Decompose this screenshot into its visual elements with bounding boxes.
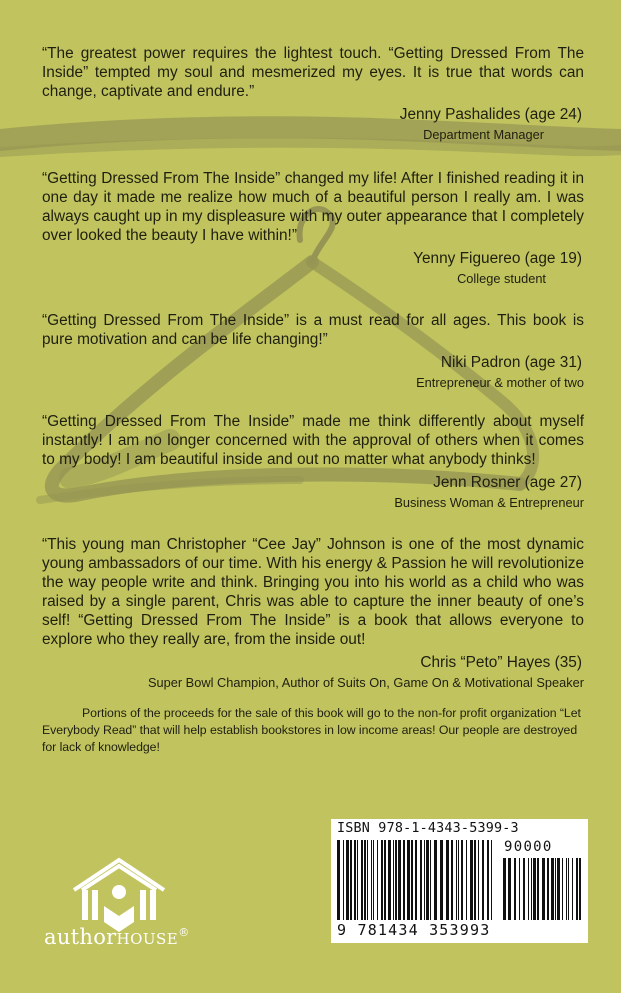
barcode-bar	[572, 858, 573, 920]
isbn-label: ISBN 978-1-4343-5399-3	[337, 821, 519, 836]
barcode-bar	[568, 858, 569, 920]
barcode-bar	[551, 858, 554, 920]
barcode-bar	[466, 840, 467, 920]
testimonial-quote: “Getting Dressed From The Inside” is a must read for all ages. This book is pure motivation and can be life changing!”	[42, 312, 584, 348]
barcode-bar	[426, 840, 429, 920]
barcode-bar	[361, 840, 363, 920]
barcode-bar	[461, 840, 463, 920]
barcode-bar	[430, 840, 431, 920]
barcode-bar	[337, 840, 340, 920]
barcode-bar	[557, 858, 560, 920]
barcode-bar	[487, 840, 489, 920]
barcode-bar	[373, 840, 374, 920]
barcode-bar	[354, 840, 356, 920]
barcode-bar	[350, 840, 352, 920]
barcode-bar	[420, 840, 422, 920]
barcode-bar	[346, 840, 349, 920]
testimonial-author: Niki Padron (age 31)	[440, 354, 582, 371]
barcode-bar	[395, 840, 397, 920]
barcode-bar	[411, 840, 413, 920]
barcode-bar	[474, 840, 476, 920]
barcode-bar	[523, 858, 525, 920]
publisher-name-prefix: author	[44, 925, 117, 949]
barcode-bar	[566, 858, 567, 920]
barcode-bar	[381, 840, 383, 920]
barcode-bar	[470, 840, 473, 920]
barcode-bar	[403, 840, 405, 920]
barcode-bar	[503, 858, 506, 920]
testimonial-author: Yenny Figuereo (age 19)	[413, 250, 582, 267]
barcode-bar	[371, 840, 372, 920]
barcode-bar	[537, 858, 539, 920]
barcode-bar	[542, 858, 545, 920]
barcode-bar	[440, 840, 443, 920]
barcode-bar	[555, 858, 556, 920]
barcode-bar	[547, 858, 549, 920]
barcode-bar	[367, 840, 368, 920]
testimonial-quote: “The greatest power requires the lightest touch. “Getting Dressed From The Inside” tempted my soul and mesmerized my eyes. It is true that words can change, captivate and endure.”	[42, 45, 584, 100]
ean-number: 9 781434 353993	[337, 921, 491, 939]
barcode-bar	[393, 840, 394, 920]
barcode-bar	[528, 858, 529, 920]
barcode-bar	[519, 858, 520, 920]
testimonial-quote: “Getting Dressed From The Inside” made me think differently about myself instantly! I am no longer concerned with the approval of others when it comes to my body! I am beautiful inside and out no matter what anybody thinks!	[42, 413, 584, 468]
testimonial-role: Business Woman & Entrepreneur	[394, 495, 584, 510]
testimonial-quote: “This young man Christopher “Cee Jay” Johnson is one of the most dynamic young ambassadors of our time. With his energy & Passion he will revolutionize the way people write and think. Bringing you into his world as a child who was raised by a single parent, Chris was able to capture the inner beauty of one’s self! “Getting Dressed From The Inside” is a book that allows everyone to explore who they really are, from the inside out!	[42, 536, 584, 648]
barcode-bar	[357, 840, 358, 920]
barcode-bar	[562, 858, 563, 920]
registered-mark: ®	[178, 926, 190, 939]
testimonial-author: Jenny Pashalides (age 24)	[399, 106, 582, 123]
proceeds-note: Portions of the proceeds for the sale of this book will go to the non-for profit organization “Let Everybody Read” that will help establish bookstores in low income areas! Our people are destroyed for lack of knowledge!	[42, 706, 581, 754]
barcode-bar	[579, 858, 581, 920]
barcode-bar	[388, 840, 391, 920]
barcode-bar	[384, 840, 386, 920]
barcode-bar	[446, 840, 449, 920]
barcode-bar	[508, 858, 511, 920]
testimonial-role: Department Manager	[423, 127, 544, 142]
barcode-bar	[478, 840, 479, 920]
barcode-bar	[491, 840, 492, 920]
testimonial-role: Entrepreneur & mother of two	[416, 375, 584, 390]
price-code: 90000	[504, 839, 553, 855]
testimonial-role: College student	[457, 271, 546, 286]
barcode-bar	[415, 840, 417, 920]
barcode-bar	[458, 840, 459, 920]
testimonial-role: Super Bowl Champion, Author of Suits On, Game On & Motivational Speaker	[147, 675, 584, 690]
barcode-bar	[398, 840, 401, 920]
publisher-name-suffix: HOUSE	[116, 930, 179, 948]
testimonial-quote: “Getting Dressed From The Inside” changed my life! After I finished reading it in one day it made me realize how much of a beautiful person I really am. I was always caught up in my displeasure with my outer appearance that I completely over looked the beauty I have within!”	[42, 170, 584, 244]
barcode-bar	[343, 840, 344, 920]
testimonial-author: Jenn Rosner (age 27)	[433, 474, 582, 491]
barcode-bar	[533, 858, 536, 920]
barcode-bar	[451, 840, 453, 920]
barcode-bar	[576, 858, 578, 920]
barcode-bar	[531, 858, 532, 920]
barcode-bar	[424, 840, 425, 920]
barcode-bar	[364, 840, 366, 920]
testimonial-author: Chris “Peto” Hayes (35)	[420, 654, 582, 671]
barcode-bar	[407, 840, 410, 920]
barcode-bar	[514, 858, 516, 920]
barcode-bar	[434, 840, 437, 920]
barcode-bar	[377, 840, 378, 920]
barcode-bar	[482, 840, 484, 920]
barcode-bar	[456, 840, 457, 920]
